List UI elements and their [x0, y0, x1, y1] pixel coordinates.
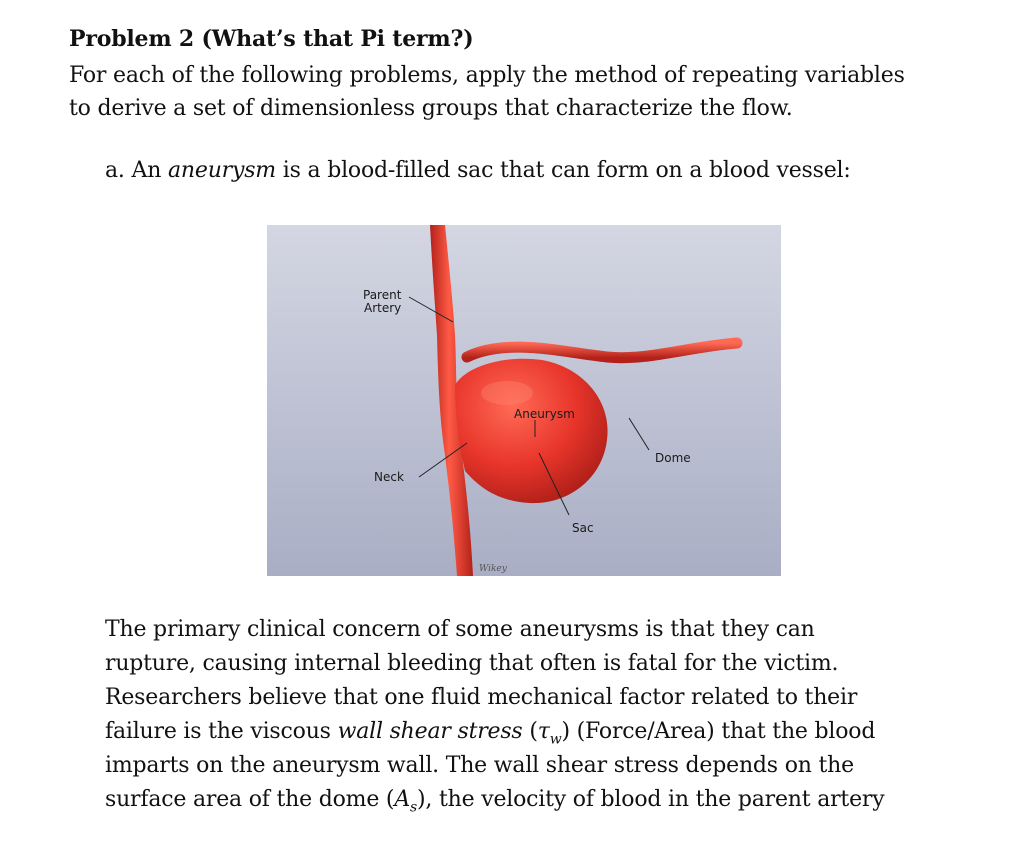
artist-signature: Wikey	[479, 564, 507, 574]
label-aneurysm: Aneurysm	[514, 407, 575, 421]
label-neck: Neck	[374, 470, 404, 484]
label-parent: Parent	[363, 288, 402, 302]
tau-symbol: τ	[537, 719, 550, 744]
paragraph-line: imparts on the aneurysm wall. The wall shear stress depends on the	[105, 753, 854, 778]
aneurysm-term: aneurysm	[167, 158, 276, 183]
line4-open-paren: (	[529, 719, 538, 744]
intro-line: For each of the following problems, apply the method of repeating variables	[69, 63, 905, 88]
problem-intro	[69, 59, 1009, 125]
item-marker: a.	[105, 158, 125, 183]
paragraph-line	[105, 715, 1005, 749]
label-artery: Artery	[364, 301, 402, 315]
paragraph-line: Researchers believe that one fluid mechanical factor related to their	[105, 685, 858, 710]
line4-after: ) (Force/Area) that the blood	[561, 719, 876, 744]
tau-subscript: w	[549, 731, 562, 748]
paragraph-line: rupture, causing internal bleeding that often is fatal for the victim.	[105, 651, 839, 676]
paragraph-line: The primary clinical concern of some aneurysms is that they can	[105, 617, 815, 642]
description-paragraph	[105, 613, 1005, 817]
area-symbol: A	[394, 787, 411, 812]
item-text-before: An	[131, 158, 162, 183]
item-text-after: is a blood-filled sac that can form on a blood vessel:	[282, 158, 851, 183]
line6-after: ), the velocity of blood in the parent artery	[417, 787, 885, 812]
intro-line: to derive a set of dimensionless groups that characterize the flow.	[69, 96, 793, 121]
line4-before: failure is the viscous	[105, 719, 331, 744]
paragraph-line	[105, 783, 1005, 817]
wall-shear-stress-term: wall shear stress	[337, 719, 523, 744]
item-a-statement	[105, 158, 851, 183]
problem-title: Problem 2 (What’s that Pi term?)	[69, 26, 474, 52]
aneurysm-illustration	[267, 225, 781, 576]
area-subscript: s	[410, 799, 418, 816]
label-dome: Dome	[655, 451, 691, 465]
line6-before: surface area of the dome (	[105, 787, 395, 812]
aneurysm-figure	[267, 225, 781, 576]
label-sac: Sac	[572, 521, 594, 535]
